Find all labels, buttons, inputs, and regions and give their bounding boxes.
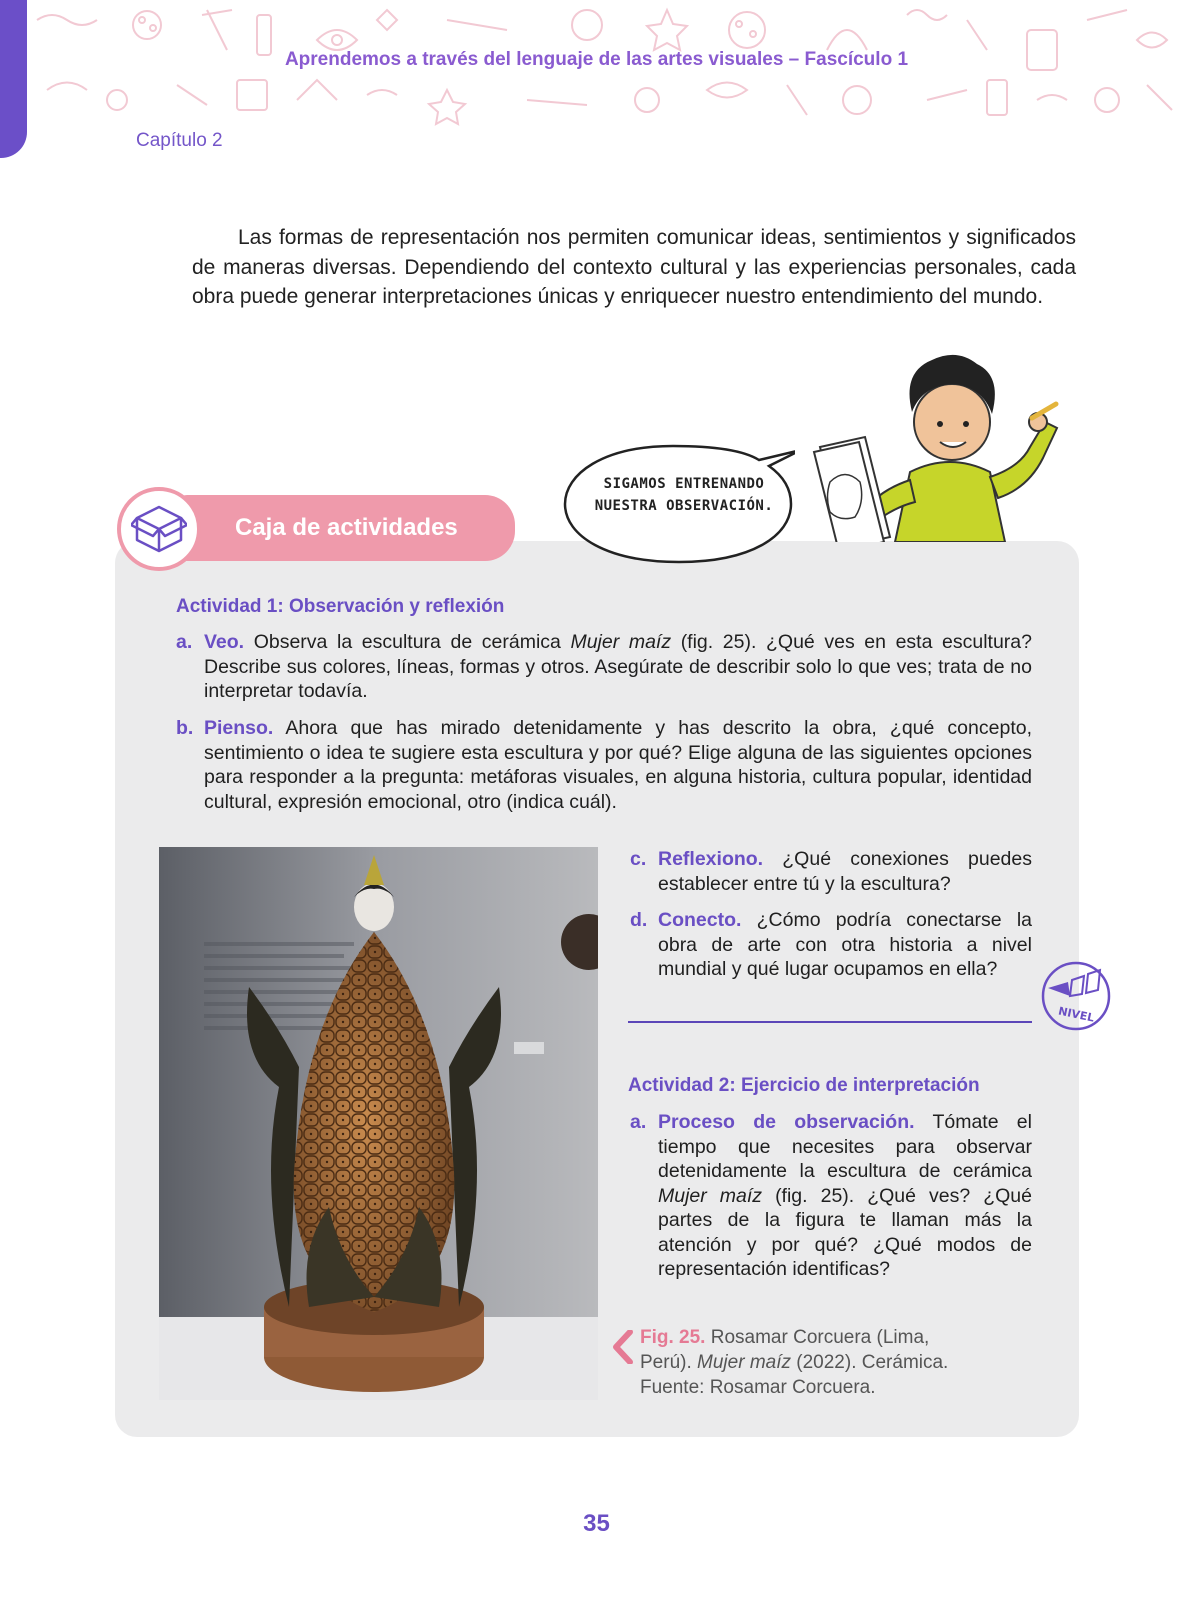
character-illustration	[800, 352, 1090, 542]
activity-1-item-a	[176, 630, 1032, 704]
intro-paragraph: Las formas de representación nos permiten comunicar ideas, sentimientos y significados de maneras diversas. Dependiendo del contexto cultural y las experiencias personales, cada obra puede generar interpretaciones únicas y enriquecer nuestro entendimiento del mundo.	[192, 226, 1076, 308]
figure-caption	[640, 1325, 960, 1400]
item-marker: c.	[630, 848, 647, 870]
item-keyword: Pienso.	[204, 717, 274, 739]
running-header: Aprendemos a través del lenguaje de las artes visuales – Fascículo 1	[284, 49, 909, 70]
item-keyword: Proceso de observación.	[658, 1111, 915, 1133]
section-divider	[628, 1021, 1032, 1023]
activity-box-label-text: Caja de actividades	[235, 514, 458, 541]
item-text: (fig. 25). ¿Qué ves? ¿Qué partes de la figura te llaman más la atención y por qué? ¿Qué modos de representación identificas?	[658, 1184, 1032, 1280]
item-keyword: Veo.	[204, 631, 245, 653]
activity-1-item-c	[630, 847, 1032, 896]
box-icon	[117, 487, 201, 571]
activity-2-title: Actividad 2: Ejercicio de interpretación	[628, 1075, 980, 1096]
item-text: ¿Cómo podría conectarse la obra de arte con otra historia a nivel mundial y qué lugar ocupamos en ella?	[658, 909, 1032, 980]
chapter-label: Capítulo 2	[136, 130, 223, 151]
item-marker: a.	[630, 1111, 647, 1133]
item-keyword: Conecto.	[658, 909, 742, 931]
item-text: Tómate el tiempo que necesites para observar detenidamente la escultura de cerámica	[658, 1111, 1032, 1182]
item-marker: b.	[176, 717, 194, 739]
caption-text: Rosamar Corcuera (Lima, Perú).	[640, 1327, 930, 1373]
activity-box-label	[175, 495, 515, 561]
side-tab	[0, 0, 27, 158]
caption-text: (2022). Cerámica. Fuente: Rosamar Corcuera.	[640, 1352, 949, 1398]
activity-1-item-d	[630, 908, 1032, 982]
speech-bubble-text	[584, 473, 784, 517]
speech-line-2: NUESTRA OBSERVACIÓN.	[594, 498, 774, 514]
caption-italic-title: Mujer maíz	[697, 1352, 791, 1373]
item-marker: d.	[630, 909, 648, 931]
nivel-stamp-icon	[1036, 960, 1120, 1032]
sculpture-photo-mujer-maiz	[159, 847, 598, 1400]
item-italic-title: Mujer maíz	[570, 631, 672, 653]
caption-chevron-left-icon	[612, 1330, 634, 1364]
item-marker: a.	[176, 631, 193, 653]
nivel-label: NIVEL	[1057, 1004, 1096, 1025]
page-number: 35	[583, 1510, 610, 1537]
item-text: ¿Qué conexiones puedes establecer entre tú y la escultura?	[658, 848, 1032, 895]
activity-1-item-b	[176, 716, 1032, 814]
activity-2-item-a	[630, 1110, 1032, 1282]
activity-1-title: Actividad 1: Observación y reflexión	[176, 596, 505, 617]
item-italic-title: Mujer maíz	[658, 1184, 763, 1207]
figure-number: Fig. 25.	[640, 1327, 706, 1348]
item-text: Ahora que has mirado detenidamente y has descrito la obra, ¿qué concepto, sentimiento o idea te sugiere esta escultura y por qué? Elige alguna de las siguientes opciones para responder a la pregunta: metáforas visuales, en alguna historia, cultura popular, identidad cultural, expresión emocional, otro (indica cuál).	[204, 717, 1032, 813]
speech-line-1: SIGAMOS ENTRENANDO	[603, 476, 765, 492]
item-text: Observa la escultura de cerámica	[244, 631, 571, 653]
item-text: (fig. 25). ¿Qué ves en esta escultura? Describe sus colores, líneas, formas y otros. Asegúrate de describir solo lo que ves; trata de no interpretar todavía.	[204, 631, 1032, 702]
item-keyword: Reflexiono.	[658, 848, 764, 870]
